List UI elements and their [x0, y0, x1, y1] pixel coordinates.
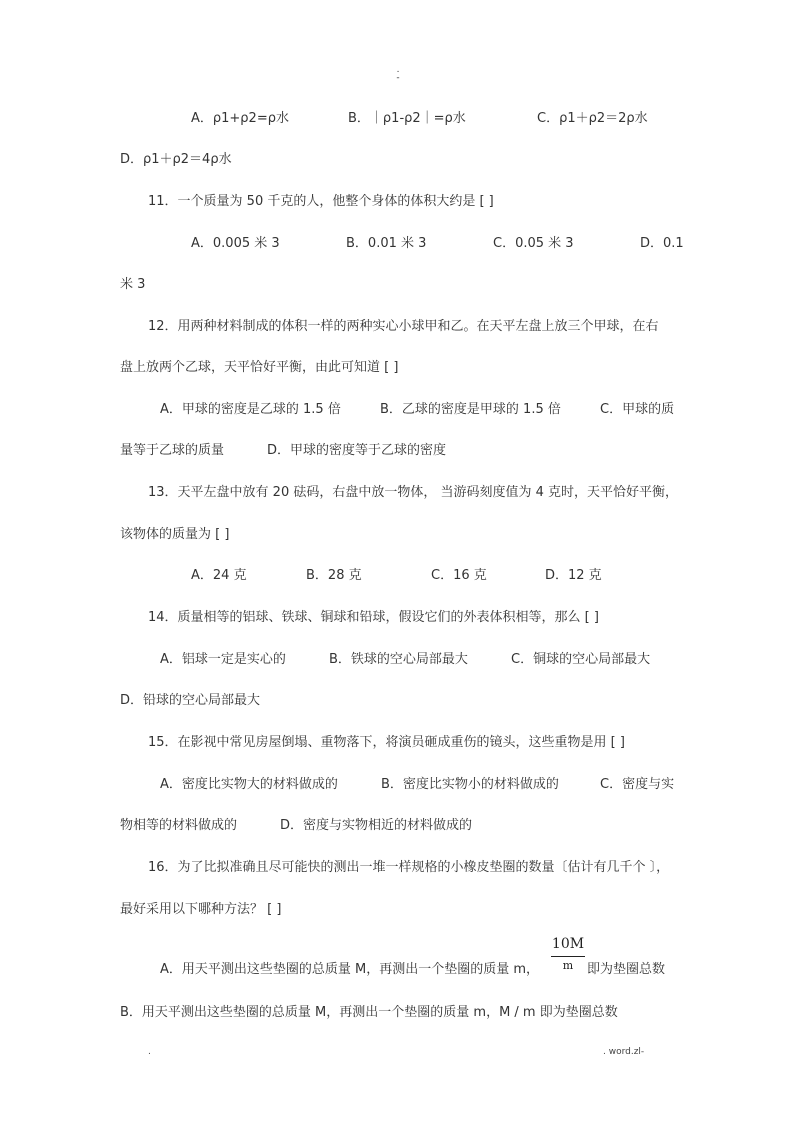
page-header-mark [394, 66, 402, 82]
q14-option-d: D．铅球的空心局部最大 [120, 693, 261, 708]
q13-option-b: B．28 克 [306, 568, 362, 583]
q10-option-c: C．ρ1＋ρ2＝2ρ水 [537, 111, 648, 126]
q11-option-b: B．0.01 米 3 [346, 236, 427, 251]
fraction-denominator: m [562, 959, 574, 972]
q16-option-a: A．用天平测出这些垫圈的总质量 M，再测出一个垫圈的质量 m， [160, 962, 540, 977]
q12-option-a: A．甲球的密度是乙球的 1.5 倍 [160, 402, 341, 417]
fraction-numerator: 10M [551, 936, 585, 952]
q15-option-d: D．密度与实物相近的材料做成的 [280, 818, 473, 833]
footer-left-mark: . [148, 1047, 151, 1057]
q15-option-c: C．密度与实 [600, 777, 675, 792]
q14-option-a: A．铝球一定是实心的 [160, 652, 286, 667]
q12-option-b: B．乙球的密度是甲球的 1.5 倍 [380, 402, 561, 417]
q16-stem-line-2: 最好采用以下哪种方法？ [ ] [120, 902, 282, 917]
q16-stem-line-1: 16．为了比拟准确且尽可能快的测出一堆一样规格的小橡皮垫圈的数量〔估计有几千个 〕， [148, 860, 670, 875]
q12-option-d: D．甲球的密度等于乙球的密度 [267, 443, 447, 458]
q16-option-b: B．用天平测出这些垫圈的总质量 M，再测出一个垫圈的质量 m，M / m 即为垫圈总数 [120, 1005, 618, 1020]
q15-option-b: B．密度比实物小的材料做成的 [381, 777, 559, 792]
footer-right-mark: . word.zl- [603, 1047, 645, 1057]
q12-option-c: C．甲球的质 [600, 402, 675, 417]
q15-stem: 15．在影视中常见房屋倒塌、重物落下，将演员砸成重伤的镜头，这些重物是用 [ ] [148, 735, 625, 750]
q12-option-c-continued: 量等于乙球的质量 [120, 443, 225, 458]
q13-stem-line-2: 该物体的质量为 [ ] [120, 527, 230, 542]
q12-stem-line-1: 12．用两种材料制成的体积一样的两种实心小球甲和乙。在天平左盘上放三个甲球，在右 [148, 319, 659, 334]
q10-option-a: A．ρ1+ρ2=ρ水 [191, 111, 289, 126]
q13-stem-line-1: 13．天平左盘中放有 20 砝码，右盘中放一物体， 当游码刻度值为 4 克时，天平恰好平衡， [148, 485, 679, 500]
q16-option-a-tail: 即为垫圈总数 [587, 962, 666, 977]
q15-option-a: A．密度比实物大的材料做成的 [160, 777, 338, 792]
header-dot: . [396, 65, 400, 75]
q11-option-c: C．0.05 米 3 [493, 236, 574, 251]
header-dash: - [396, 73, 400, 83]
q12-stem-line-2: 盘上放两个乙球，天平恰好平衡，由此可知道 [ ] [120, 360, 399, 375]
q11-option-a: A．0.005 米 3 [191, 236, 280, 251]
fraction-bar [551, 956, 585, 957]
q15-option-c-continued: 物相等的材料做成的 [120, 818, 238, 833]
q10-option-b: B．｜ρ1-ρ2｜=ρ水 [348, 111, 466, 126]
q11-stem: 11．一个质量为 50 千克的人，他整个身体的体积大约是 [ ] [148, 194, 494, 209]
q10-option-d: D．ρ1＋ρ2＝4ρ水 [120, 152, 232, 167]
q11-option-d-unit: 米 3 [120, 277, 146, 292]
q11-option-d: D．0.1 [640, 236, 684, 251]
q16-option-a-fraction [551, 936, 585, 972]
q14-option-c: C．铜球的空心局部最大 [511, 652, 651, 667]
q14-option-b: B．铁球的空心局部最大 [329, 652, 468, 667]
q13-option-c: C．16 克 [431, 568, 487, 583]
q13-option-a: A．24 克 [191, 568, 247, 583]
q13-option-d: D．12 克 [545, 568, 602, 583]
q14-stem: 14．质量相等的铝球、铁球、铜球和铅球，假设它们的外表体积相等，那么 [ ] [148, 610, 599, 625]
